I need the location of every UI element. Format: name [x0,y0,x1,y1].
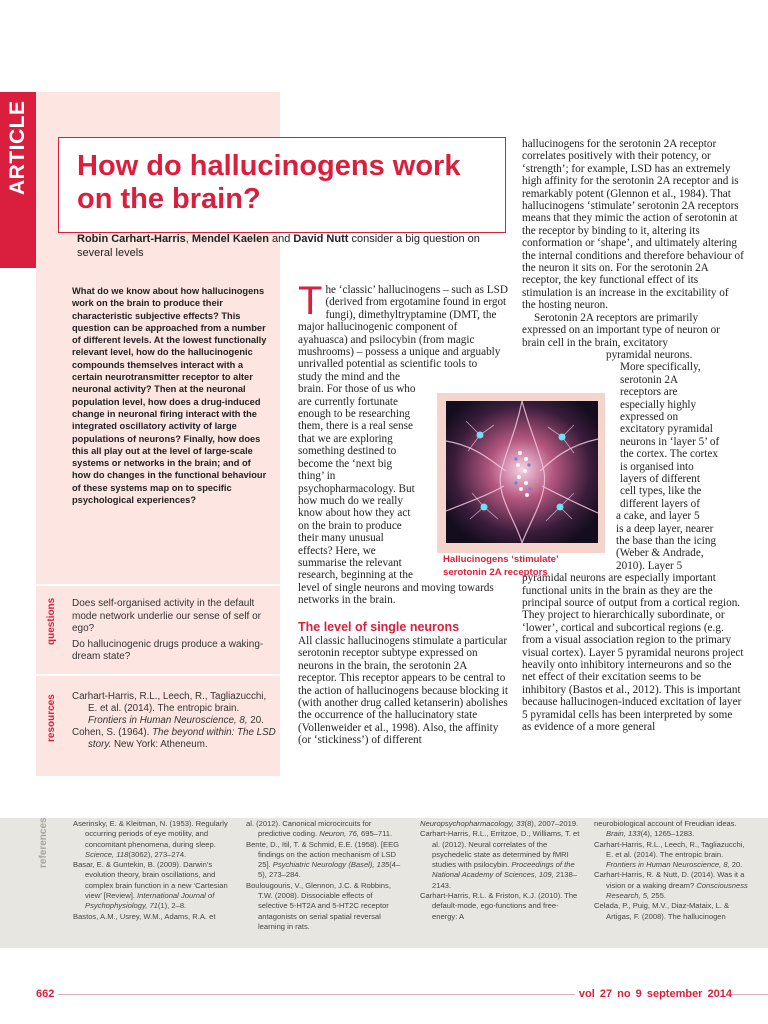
sidebar-divider [36,584,280,586]
body-column-3 [522,138,744,734]
questions-list [72,598,272,667]
byline [77,233,497,260]
byline-sep: , [185,233,192,245]
wrap-line: receptors are [620,386,678,399]
article-title: How do hallucinogens work on the brain? [77,150,461,215]
reference-item: Celada, P., Puig, M.V., Diaz-Mataix, L. & Artigas, F. (2008). The hallucinogen [594,901,730,921]
reference-item: Basar, E. & Guntekin, B. (2009). Darwin’s evolution theory, brain oscillations, and complex brain function in a new ‘Cartesian view’ [Review]. International Journal of Psychophysiology, 71(1), 2–8. [73,860,228,911]
figure-caption: Hallucinogens ‘stimulate’ serotonin 2A receptors [443,554,559,578]
reference-item: Aserinsky, E. & Kleitman, N. (1953). Regularly occurring periods of eye motility, and concomitant phenomena, during sleep. Science, 118(3062), 273–274. [73,819,228,859]
sidebar-divider [36,674,280,676]
body-paragraph: All classic hallucinogens stimulate a particular serotonin receptor subtype expressed on neurons in the brain, the serotonin 2A receptor. This receptor appears to be central to the action of hallucinogens because blocking it (with another drug called ketanserin) abolishes the occurrence of the hallucinatory state (Vollenweider et al., 1998). Also, the affinity (or ‘stickiness’) of different [298,634,509,747]
wrap-line: is a deep layer, nearer [616,522,714,535]
references-column [73,819,231,922]
resource-item [72,727,277,751]
author-3: David Nutt [293,233,349,245]
resources-label: resources [46,694,57,742]
wrap-line: neurons in ‘layer 5’ of [620,435,720,448]
wrap-line: the cortex. The cortex [620,448,718,461]
wrap-line: cell types, like the [620,485,702,498]
wrap-line: especially highly [620,398,697,411]
author-2: Mendel Kaelen [191,233,269,245]
reference-item: Neuropsychopharmacology, 33(8), 2007–2019. [420,819,579,828]
questions-label: questions [46,597,57,645]
issue-info: vol 27 no 9 september 2014 [575,988,732,1000]
body-paragraph: he ‘classic’ hallucinogens – such as LSD (derived from ergotamine found in ergot fungi), dimethyltryptamine (DMT, the major hallucinogenic component of ayahuasca) and psilocybin (from magic mushrooms) – possess a unique and arguably unrivalled potential as scientific tools to [298,284,508,371]
reference-item: al. (2012). Canonical microcircuits for predictive coding. Neuron, 76, 695–711. [246,819,393,839]
references-label: references [38,817,49,868]
ref-text: 20. [247,715,264,726]
reference-item: Carhart-Harris, R.L., Erritzoe, D., Williams, T. et al. (2012). Neural correlates of the psychedelic state as determined by fMRI studies with psilocybin. Proceedings of the National Academy of Sciences, 109, 2138–2143. [420,829,580,890]
wrap-line: (Weber & Andrade, [616,547,704,560]
wrap-line: expressed on [620,410,679,423]
wrapped-lines [522,349,744,572]
reference-item: Bastos, A.M., Usrey, W.M., Adams, R.A. et [73,911,216,921]
wrap-line: is organised into [620,460,694,473]
section-heading: The level of single neurons [298,619,460,634]
question-item: Do hallucinogenic drugs produce a waking-dream state? [72,638,264,662]
drop-cap: T [298,279,323,323]
ref-journal: Frontiers in Human Neuroscience, 8, [88,715,248,726]
resource-item [72,691,277,727]
reference-item: Boulougouris, V., Glennon, J.C. & Robbins, T.W. (2008). Dissociable effects of selective 5-HT2A and 5-HT2C receptor antagonists on serial spatial reversal learning in rats. [246,880,391,931]
byline-sep: and [268,233,294,245]
ref-text: Cohen, S. (1964). [72,727,153,738]
question-item: Does self-organised activity in the default mode network underlie our sense of self or ego? [72,598,261,634]
resources-list [72,691,277,751]
body-paragraph: level of single neurons and moving towards networks in the brain. [298,581,494,607]
ref-text: Carhart-Harris, R.L., Leech, R., Tagliazucchi, E. et al. (2014). The entropic brain. [72,691,267,714]
body-paragraph: Serotonin 2A receptors are primarily expressed on an important type of neuron or brain cell in the brain, excitatory [522,311,720,349]
wrap-line: different layers of [620,497,700,510]
body-paragraph: pyramidal neurons are especially important functional units in the brain as they are the principal source of output from a cortical region. They project to hierarchically subordinate, or ‘lower’, cortical and subcortical regions (e.g. from a visual association region to the primary visual cortex). Layer 5 pyramidal neurons project heavily onto inhibitory interneurons and so the net effect of their excitation seems to be inhibitory (Bastos et al., 2012). This is important because hallucinogen-induced excitation of layer 5 pyramidal cells has been interpreted by some as evidence of a more general [522,572,744,734]
wrap-line: layers of different [620,472,700,485]
byline-rest: consider a big question on several levels [77,233,480,259]
ref-journal: The beyond within: The LSD story. [88,727,276,750]
ref-text: New York: Atheneum. [111,739,208,750]
section-tab [0,92,36,268]
wrap-line: serotonin 2A [620,373,679,386]
body-paragraph: hallucinogens for the serotonin 2A receptor correlates positively with their potency, or ‘strength’; for example, LSD has an extremely high affinity for the serotonin 2A receptor and is remarkably potent (Glennon et al., 1984). That hallucinogens ‘stimulate’ serotonin 2A receptors means that they mimic the action of serotonin at the receptor by binding to it, altering its conformation or ‘shape’, and ultimately altering the internal conditions and therefore behaviour of the neuron it sits on. For the serotonin 2A receptor, the key functional effect of its stimulation is an increase in the excitability of the hosting neuron. [522,138,744,312]
reference-item: Carhart-Harris, R. & Nutt, D. (2014). Was it a vision or a waking dream? Consciousness Research, 5, 255. [594,870,748,901]
wrap-line: pyramidal neurons. [606,348,693,361]
reference-item: neurobiological account of Freudian ideas. Brain, 133(4), 1265–1283. [594,819,737,839]
references-column [246,819,404,932]
reference-item: Bente, D., Itil, T. & Schmid, E.E. (1958). [EEG findings on the action mechanism of LSD 25]. Psychiatric Neurology (Basel), 135(4–5), 273–284. [246,839,401,880]
abstract: What do we know about how hallucinogens work on the brain to produce their characteristic subjective effects? This question can be approached from a number of different levels. At the lowest functionally relevant level, how do the hallucinogenic compounds themselves interact with a certain neurotransmitter receptor to alter neuronal activity? Then at the neuronal population level, how does a drug-induced change in neuronal firing interact with the integrated oscillatory activity of large populations of neurons? Finally, how does this all play out at the level of large-scale systems or networks in the brain; and of how do changes in the functional behaviour of these systems map on to specific psychological experiences? [72,286,267,506]
author-1: Robin Carhart-Harris [77,233,186,245]
wrap-line: 2010). Layer 5 [616,559,683,572]
wrap-line: the base than the icing [616,535,717,547]
references-column [420,819,580,922]
section-tab-label: ARTICLE [6,100,29,195]
references-column [594,819,752,922]
wrap-line: a cake, and layer 5 [616,510,700,523]
page-number: 662 [36,988,58,1000]
body-paragraph-wrap: study the mind and the brain. For those of us who are currently fortunate enough to be researching them, there is a real sense that we are exploring something destined to become the ‘next big thing’ in psychopharmacology. But how much do we really know about how they act on the brain to produce their many unusual effects? Here, we summarise the relevant research, beginning at the [298,370,416,582]
wrap-line: More specifically, [620,361,701,374]
reference-item: Carhart-Harris, R.L., Leech, R., Tagliazucchi, E. et al. (2014). The entropic brain. Frontiers in Human Neuroscience, 8, 20. [594,839,745,870]
wrap-line: excitatory pyramidal [620,423,713,436]
reference-item: Carhart-Harris, R.L. & Friston, K.J. (2010). The default-mode, ego-functions and free-energy: A [420,891,578,921]
